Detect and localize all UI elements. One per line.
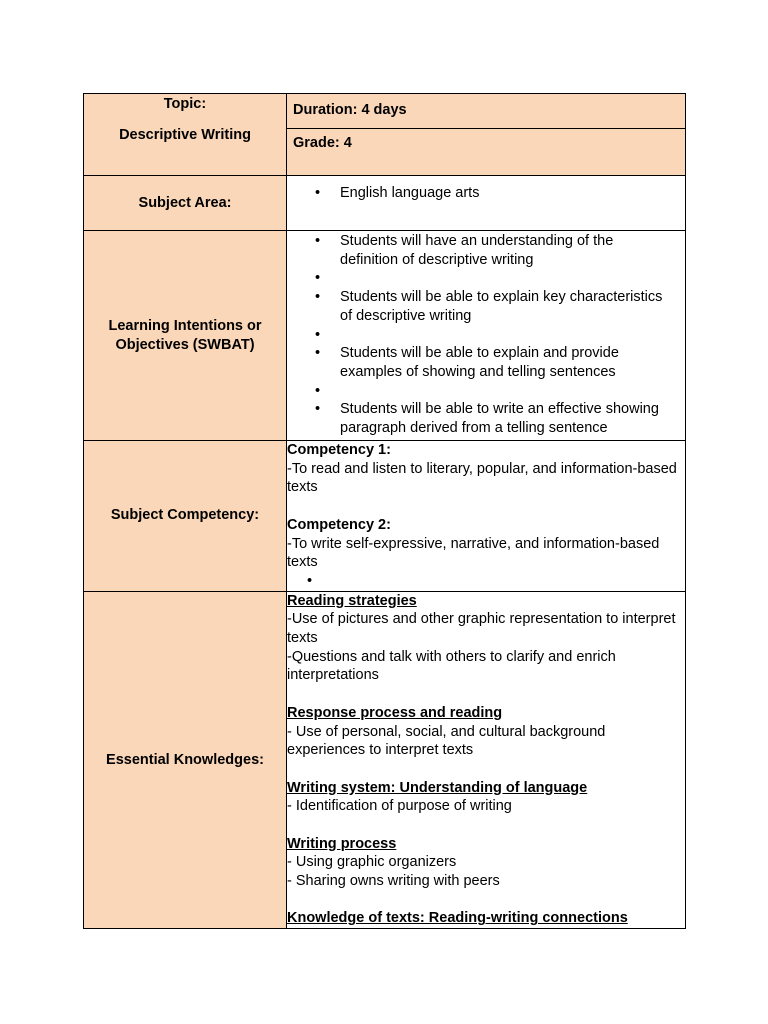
section-line: - Identification of purpose of writing bbox=[287, 798, 512, 815]
spacer bbox=[287, 891, 685, 910]
list-item: • Students will be able to write an effective showing paragraph derived from a telling sentence bbox=[287, 400, 675, 437]
topic-row bbox=[84, 94, 686, 176]
subject-area-label: Subject Area: bbox=[84, 176, 287, 231]
competency-value-cell bbox=[287, 441, 686, 592]
section-line: -Use of pictures and other graphic representation to interpret texts bbox=[287, 611, 676, 646]
section-line: - Use of personal, social, and cultural background experiences to interpret texts bbox=[287, 723, 606, 759]
list-item: • Students will be able to explain and provide examples of showing and telling sentences bbox=[287, 344, 675, 381]
empty-bullet bbox=[279, 572, 675, 591]
duration-text: Duration: 4 days bbox=[287, 94, 685, 129]
spacer bbox=[287, 760, 685, 779]
section-line: -Questions and talk with others to clarify and enrich interpretations bbox=[287, 648, 616, 684]
topic-label: Topic: bbox=[163, 96, 207, 112]
spacer bbox=[287, 497, 685, 516]
section-line: - Using graphic organizers bbox=[287, 854, 457, 871]
section-heading-knowledge-of-texts: Knowledge of texts: Reading-writing connections bbox=[287, 910, 628, 927]
objectives-list bbox=[287, 232, 685, 438]
section-heading-writing-process: Writing process bbox=[287, 835, 397, 852]
section-heading-response-process: Response process and reading bbox=[287, 704, 503, 721]
list-spacer bbox=[287, 269, 675, 288]
competency-1-text: -To read and listen to literary, popular, and information-based texts bbox=[287, 460, 677, 496]
subject-area-list bbox=[287, 184, 685, 203]
lesson-plan-table bbox=[83, 93, 686, 929]
spacer bbox=[287, 816, 685, 835]
objectives-label: Learning Intentions or Objectives (SWBAT) bbox=[84, 231, 287, 441]
topic-value: Descriptive Writing bbox=[119, 126, 251, 143]
topic-label-cell bbox=[84, 94, 287, 176]
duration-grade-cell bbox=[287, 94, 686, 176]
list-spacer bbox=[287, 326, 675, 345]
list-item: • Students will be able to explain key characteristics of descriptive writing bbox=[287, 288, 675, 325]
list-spacer bbox=[287, 382, 675, 401]
section-heading-writing-system: Writing system: Understanding of language bbox=[287, 779, 588, 796]
competency-label: Subject Competency: bbox=[84, 441, 287, 592]
subject-area-row bbox=[84, 176, 686, 231]
objectives-row bbox=[84, 231, 686, 441]
list-item: • Students will have an understanding of the definition of descriptive writing bbox=[287, 232, 675, 269]
spacer bbox=[287, 685, 685, 704]
subject-area-value-cell bbox=[287, 176, 686, 231]
section-line: - Sharing owns writing with peers bbox=[287, 873, 500, 890]
section-heading-reading-strategies: Reading strategies bbox=[287, 592, 417, 609]
knowledge-value-cell bbox=[287, 591, 686, 929]
competency-row bbox=[84, 441, 686, 592]
list-item: • English language arts bbox=[287, 184, 675, 203]
grade-text: Grade: 4 bbox=[293, 135, 352, 151]
knowledge-label: Essential Knowledges: bbox=[84, 591, 287, 929]
competency-1-title: Competency 1: bbox=[287, 442, 391, 458]
competency-2-text: -To write self-expressive, narrative, and information-based texts bbox=[287, 535, 660, 571]
objectives-value-cell bbox=[287, 231, 686, 441]
competency-empty-bullet-list bbox=[279, 572, 685, 591]
knowledge-row bbox=[84, 591, 686, 929]
competency-2-title: Competency 2: bbox=[287, 516, 391, 533]
